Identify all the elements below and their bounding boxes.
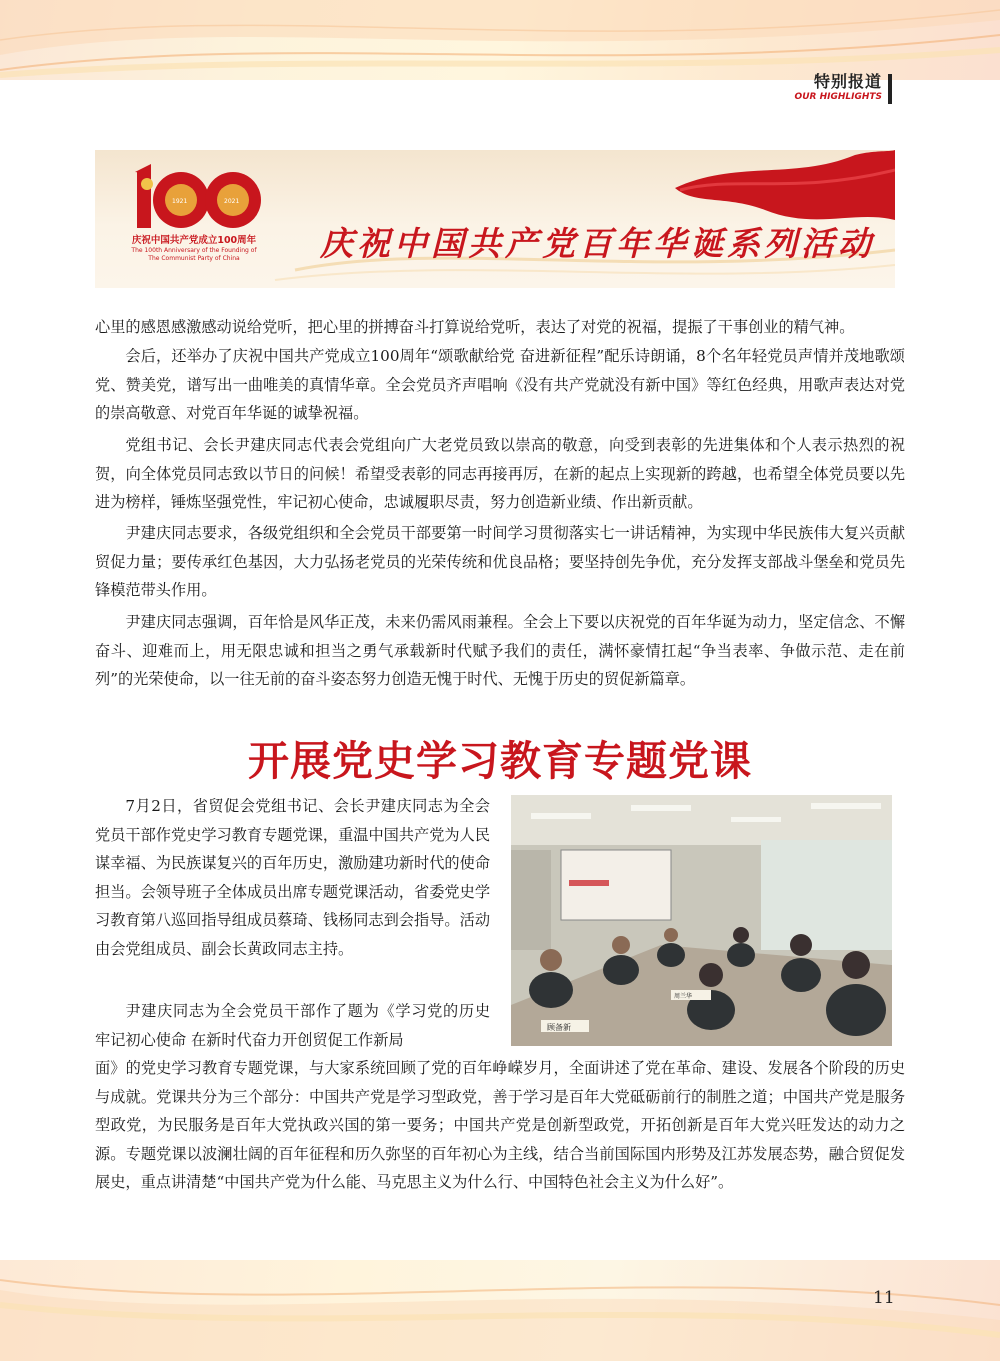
- article2-paragraph-2-cont: 面》的党史学习教育专题党课，与大家系统回顾了党的百年峥嵘岁月，全面讲述了党在革命、建设、发展各个阶段的历史与成就。党课共分为三个部分：中国共产党是学习型政党，善于学习是百年大党砥砺前行的制胜之道；中国共产党是服务型政党，为民服务是百年大党执政兴国的第一要务；中国共产党是创新型政党，开拓创新是百年大党兴旺发达的动力之源。专题党课以波澜壮阔的百年征程和历久弥坚的百年初心为主线，结合当前国际国内形势及江苏发展态势，融合贸促发展史，重点讲清楚“中国共产党为什么能、马克思主义为什么行、中国特色社会主义为什么好”。: [95, 1059, 905, 1191]
- section-title-cn: 特别报道: [813, 72, 882, 91]
- meeting-photo: [511, 795, 892, 1046]
- top-wave-graphic: [0, 0, 1000, 80]
- section-title-en: OUR HIGHLIGHTS: [794, 92, 882, 102]
- article1-paragraph-3: 尹建庆同志要求，各级党组织和全会党员干部要第一时间学习贯彻落实七一讲话精神，为实现中华民族伟大复兴贡献贸促力量；要传承红色基因，大力弘扬老党员的光荣传统和优良品格；要坚持创先争优，充分发挥支部战斗堡垒和党员先锋模范带头作用。: [95, 524, 905, 599]
- article2-paragraph-2-start: 尹建庆同志为全会党员干部作了题为《学习党的历史 牢记初心使命 在新时代奋力开创贸促工作新局: [95, 1002, 490, 1049]
- bottom-decoration-band: [0, 1260, 1000, 1361]
- article1-paragraph-1: 会后，还举办了庆祝中国共产党成立100周年“颂歌献给党 奋进新征程”配乐诗朗诵，8个名年轻党员声情并茂地歌颂党、赞美党，谱写出一曲唯美的真情华章。全会党员齐声唱响《没有共产党就没有新中国》等红色经典，用歌声表达对党的崇高敬意、对党百年华诞的诚挚祝福。: [95, 347, 905, 422]
- article1-paragraph-2: 党组书记、会长尹建庆同志代表会党组向广大老党员致以崇高的敬意，向受到表彰的先进集体和个人表示热烈的祝贺，向全体党员同志致以节日的问候！希望受表彰的同志再接再厉，在新的起点上实现新的跨越，也希望全体党员要以先进为榜样，锤炼坚强党性，牢记初心使命，忠诚履职尽责，努力创造新业绩、作出新贡献。: [95, 436, 905, 511]
- centenary-banner: [95, 150, 895, 288]
- logo-year-end: 2021: [224, 198, 240, 205]
- centenary-100-logo: [135, 164, 261, 228]
- nameplate-1: 顾备新: [547, 1023, 571, 1032]
- logo-year-start: 1921: [172, 198, 188, 205]
- section-divider-bar: [888, 74, 892, 104]
- logo-caption: [119, 234, 269, 263]
- page-number: 11: [873, 1288, 895, 1308]
- article1-paragraph-4: 尹建庆同志强调，百年恰是风华正茂，未来仍需风雨兼程。全会上下要以庆祝党的百年华诞为动力，坚定信念、不懈奋斗、迎难而上，用无限忠诚和担当之勇气承载新时代赋予我们的责任，满怀豪情扛起“争当表率、争做示范、走在前列”的光荣使命，以一往无前的奋斗姿态努力创造无愧于时代、无愧于历史的贸促新篇章。: [95, 613, 905, 688]
- meeting-photo-illustration: [511, 795, 892, 1046]
- article1-paragraph-0: 心里的感恩感激感动说给党听，把心里的拼搏奋斗打算说给党听，表达了对党的祝福，提振了干事创业的精气神。: [95, 318, 855, 336]
- article2-headline: 开展党史学习教育专题党课: [248, 737, 752, 785]
- nameplate-2: 周兰华: [674, 993, 693, 1000]
- banner-title: 庆祝中国共产党百年华诞系列活动: [320, 224, 875, 263]
- logo-caption-en-1: The 100th Anniversary of the Founding of: [131, 247, 257, 254]
- bottom-wave-graphic: [0, 1260, 1000, 1361]
- top-decoration-band: [0, 0, 1000, 80]
- section-tag: [795, 72, 882, 103]
- logo-caption-cn: 庆祝中国共产党成立100周年: [131, 235, 257, 246]
- article2-paragraph-1: 7月2日，省贸促会党组书记、会长尹建庆同志为全会党员干部作党史学习教育专题党课，重温中国共产党为人民谋幸福、为民族谋复兴的百年历史，激励建功新时代的使命担当。会领导班子全体成员出席专题党课活动，省委党史学习教育第八巡回指导组成员蔡琦、钱杨同志到会指导。活动由会党组成员、副会长黄政同志主持。: [95, 797, 490, 958]
- logo-caption-en-2: The Communist Party of China: [148, 255, 240, 262]
